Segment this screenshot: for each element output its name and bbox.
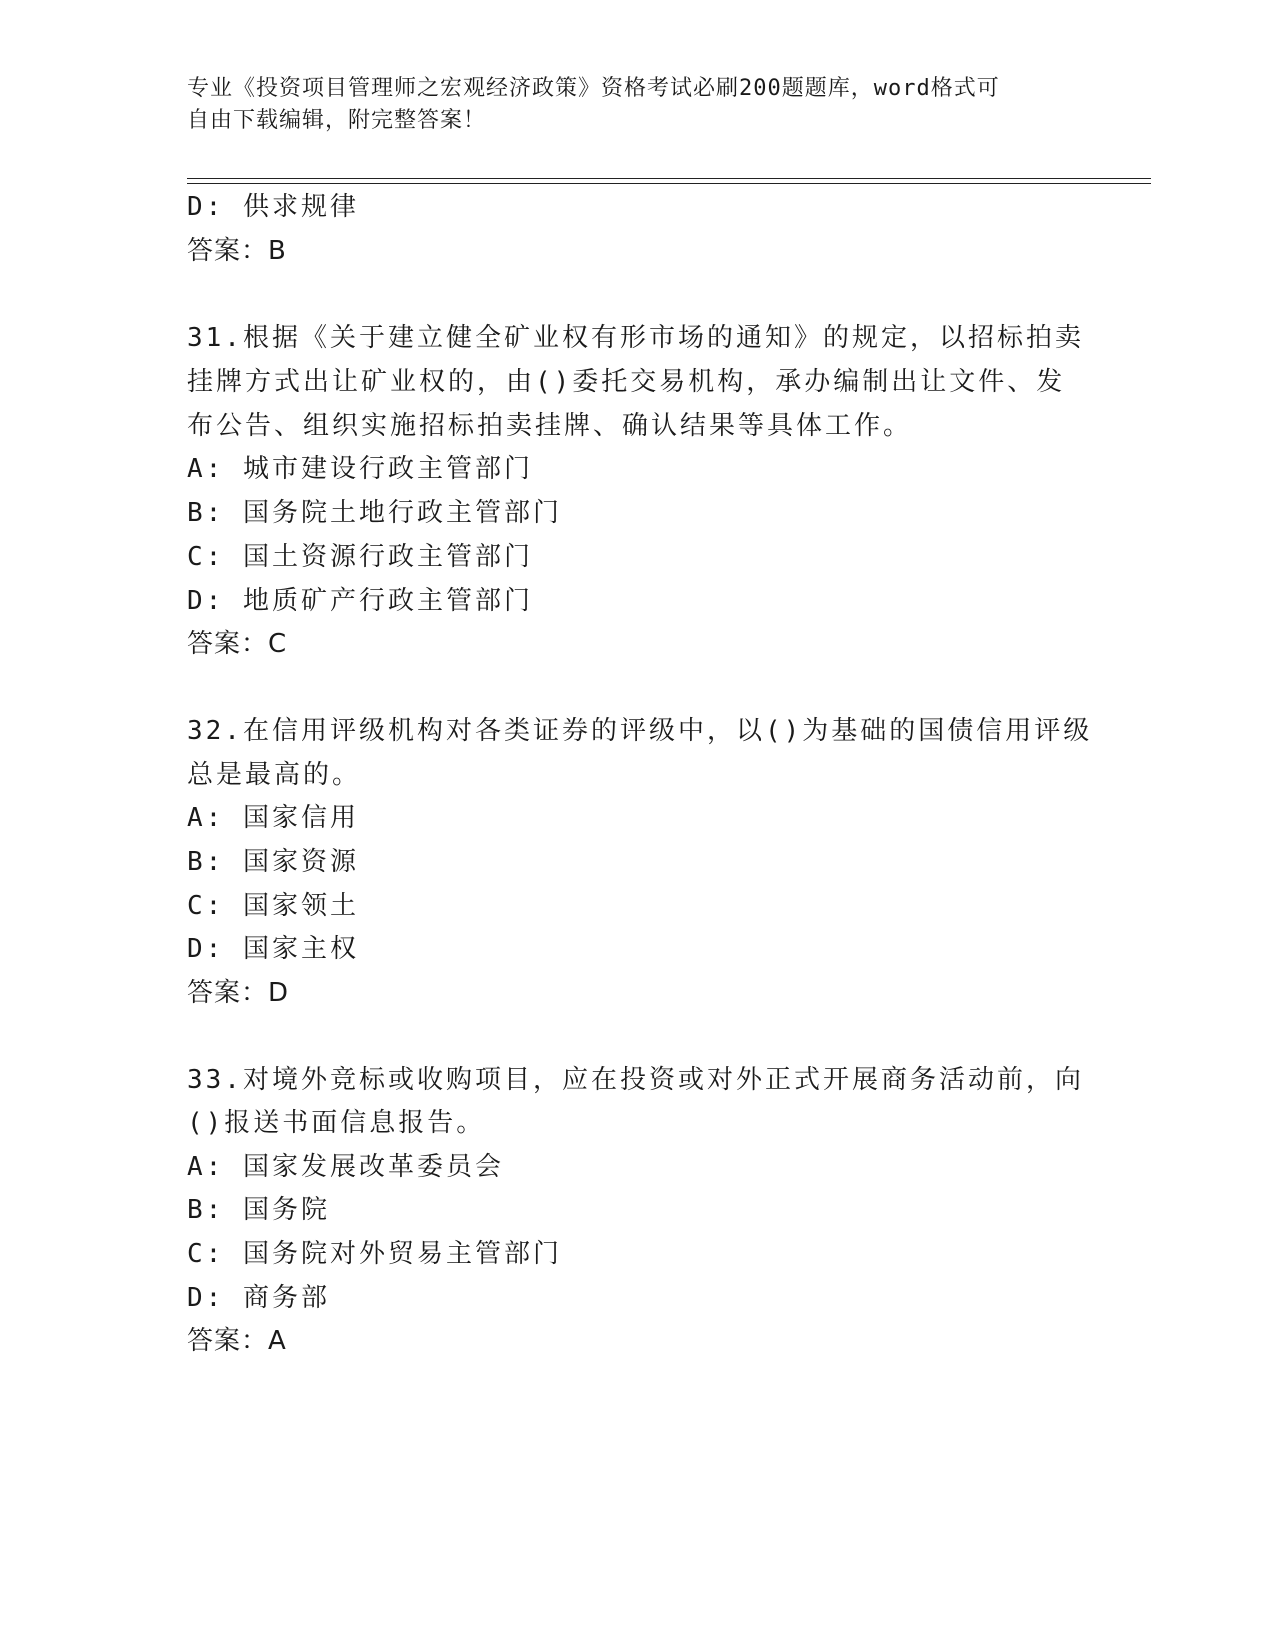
document-header — [187, 73, 1067, 137]
q33-option-b: B: 国务院 — [187, 1195, 330, 1225]
q33-stem-line-1: 33.对境外竞标或收购项目，应在投资或对外正式开展商务活动前，向 — [187, 1065, 1084, 1095]
header-divider-top — [187, 178, 1151, 179]
q32-stem-line-1: 32.在信用评级机构对各类证券的评级中，以()为基础的国债信用评级 — [187, 716, 1093, 746]
header-line-2: 自由下载编辑，附完整答案！ — [187, 108, 487, 133]
q33-stem-line-2: ()报送书面信息报告。 — [187, 1108, 486, 1138]
q32-stem-line-2: 总是最高的。 — [187, 760, 362, 790]
q31-stem-line-1: 31.根据《关于建立健全矿业权有形市场的通知》的规定，以招标拍卖 — [187, 323, 1084, 353]
q33-option-c: C: 国务院对外贸易主管部门 — [187, 1239, 562, 1269]
q32-answer: 答案：D — [187, 978, 290, 1008]
header-divider-bottom — [187, 183, 1151, 184]
q31-answer: 答案：C — [187, 629, 288, 659]
q31-option-c: C: 国土资源行政主管部门 — [187, 542, 533, 572]
q32-option-a: A: 国家信用 — [187, 803, 359, 833]
q31-option-a: A: 城市建设行政主管部门 — [187, 454, 533, 484]
prev-answer: 答案：B — [187, 236, 287, 266]
q31-option-d: D: 地质矿产行政主管部门 — [187, 586, 533, 616]
q32-option-b: B: 国家资源 — [187, 847, 359, 877]
q32-option-d: D: 国家主权 — [187, 934, 359, 964]
q31-stem-line-3: 布公告、组织实施招标拍卖挂牌、确认结果等具体工作。 — [187, 411, 913, 441]
q33-option-a: A: 国家发展改革委员会 — [187, 1152, 504, 1182]
q31-stem-line-2: 挂牌方式出让矿业权的，由()委托交易机构，承办编制出让文件、发 — [187, 367, 1066, 397]
q32-option-c: C: 国家领土 — [187, 891, 359, 921]
q33-answer: 答案：A — [187, 1326, 287, 1356]
header-line-1: 专业《投资项目管理师之宏观经济政策》资格考试必刷200题题库，word格式可 — [187, 76, 1000, 101]
q31-option-b: B: 国务院土地行政主管部门 — [187, 498, 562, 528]
prev-option-d: D: 供求规律 — [187, 192, 359, 222]
q33-option-d: D: 商务部 — [187, 1283, 330, 1313]
